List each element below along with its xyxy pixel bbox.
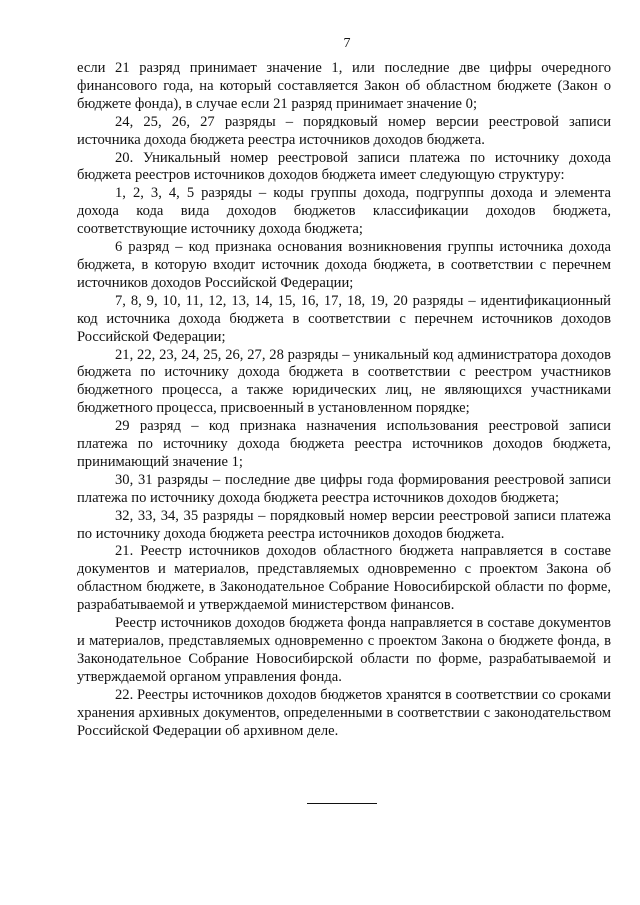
paragraph-digit-21-continuation: если 21 разряд принимает значение 1, или последние две цифры очередного финансового года, на который составляется Закон об областном бюджете (Закон о бюджете фонда), в случае если 21 разряд принимает значение 0; <box>77 60 611 112</box>
paragraph-item-20: 20. Уникальный номер реестровой записи платежа по источнику дохода бюджета реестров источников доходов бюджета имеет следующую структуру: <box>77 149 611 184</box>
paragraph-fund-registry: Реестр источников доходов бюджета фонда направляется в составе документов и материалов, представляемых одновременно с проектом Закона о бюджете фонда, в Законодательное Собрание Новосибирской области по форме, разрабатываемой и утверждаемой органом управления фонда. <box>77 615 611 685</box>
paragraph-digits-30-31: 30, 31 разряды – последние две цифры года формирования реестровой записи платежа по источнику дохода бюджета реестра источников доходов бюджета; <box>77 471 611 506</box>
document-page <box>77 36 611 740</box>
paragraph-digits-21-28: 21, 22, 23, 24, 25, 26, 27, 28 разряды – уникальный код администратора доходов бюджета по источнику дохода бюджета в соответствии с реестром участников бюджетного процесса, а также юридических лиц, не являющихся участниками бюджетного процесса, присвоенный в установленном порядке; <box>77 346 611 417</box>
paragraph-digits-32-35: 32, 33, 34, 35 разряды – порядковый номер версии реестровой записи платежа по источнику дохода бюджета реестра источников доходов бюджета. <box>77 507 611 542</box>
paragraph-digits-7-20: 7, 8, 9, 10, 11, 12, 13, 14, 15, 16, 17, 18, 19, 20 разряды – идентификационный код источника дохода бюджета в соответствии с перечнем источников доходов Российской Федерации; <box>77 292 611 345</box>
paragraph-digits-24-27: 24, 25, 26, 27 разряды – порядковый номер версии реестровой записи источника дохода бюджета реестра источников доходов бюджета. <box>77 113 611 148</box>
paragraph-digits-1-5: 1, 2, 3, 4, 5 разряды – коды группы дохода, подгруппы дохода и элемента дохода кода вида доходов бюджетов классификации доходов бюджета, соответствующие источнику дохода бюджета; <box>77 185 611 238</box>
paragraph-digit-6: 6 разряд – код признака основания возникновения группы источника дохода бюджета, в которую входит источник дохода бюджета, в соответствии с перечнем источников доходов Российской Федерации; <box>77 239 611 291</box>
paragraph-item-22: 22. Реестры источников доходов бюджетов хранятся в соответствии со сроками хранения архивных документов, определенными в соответствии с законодательством Российской Федерации об архивном деле. <box>77 686 611 739</box>
paragraph-digit-29: 29 разряд – код признака назначения использования реестровой записи платежа по источнику дохода бюджета реестра источников доходов бюджета, принимающий значение 1; <box>77 418 611 470</box>
paragraph-item-21: 21. Реестр источников доходов областного бюджета направляется в составе документов и материалов, представляемых одновременно с проектом Закона об областном бюджете, в Законодательное Собрание Новосибирской области по форме, разрабатываемой и утверждаемой министерством финансов. <box>77 543 611 614</box>
end-of-document-rule <box>307 803 377 804</box>
page-number: 7 <box>343 36 351 51</box>
